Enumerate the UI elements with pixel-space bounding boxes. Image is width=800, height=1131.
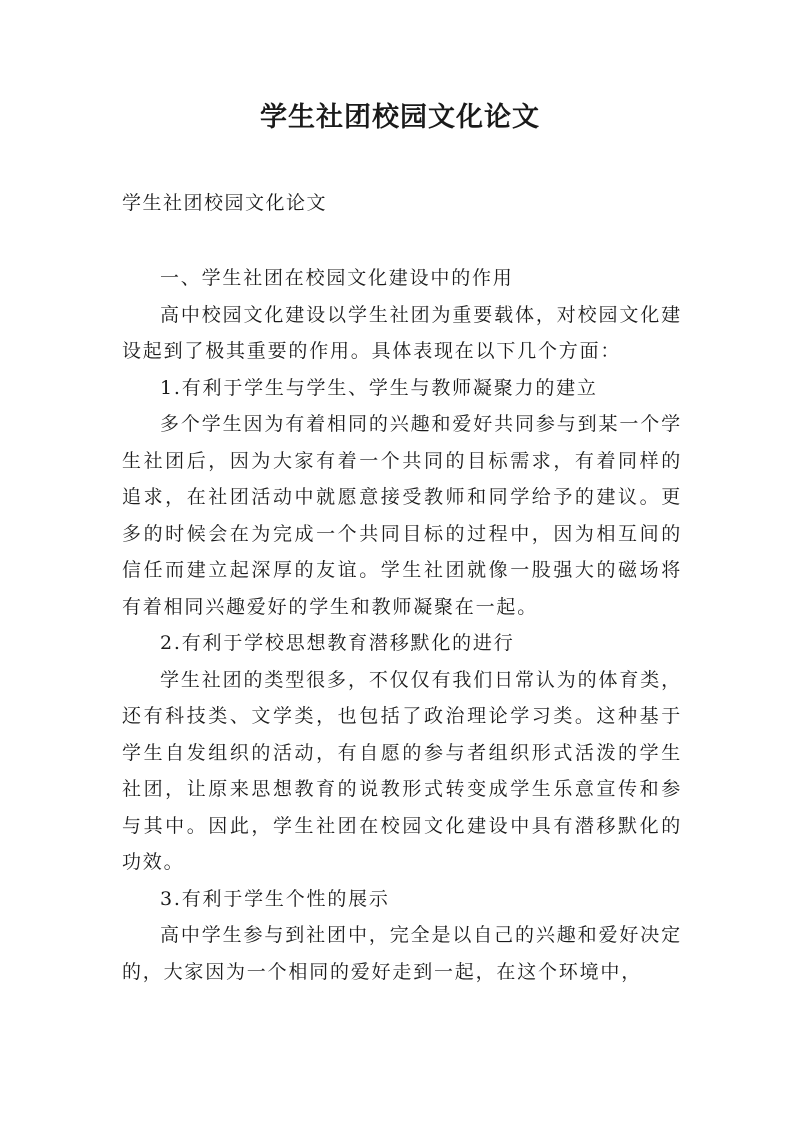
document-body	[122, 260, 682, 990]
document-title: 学生社团校园文化论文	[260, 102, 540, 133]
point-2-paragraph: 学生社团的类型很多，不仅仅有我们日常认为的体育类，还有科技类、文学类，也包括了政治理论学习类。这种基于学生自发组织的活动，有自愿的参与者组织形式活泼的学生社团，让原来思想教育的说教形式转变成学生乐意宣传和参与其中。因此，学生社团在校园文化建设中具有潜移默化的功效。	[122, 668, 682, 873]
point-3-paragraph: 高中学生参与到社团中，完全是以自己的兴趣和爱好决定的，大家因为一个相同的爱好走到一起，在这个环境中，	[122, 924, 682, 983]
document-subtitle: 学生社团校园文化论文	[122, 192, 328, 214]
intro-paragraph: 高中校园文化建设以学生社团为重要载体，对校园文化建设起到了极其重要的作用。具体表现在以下几个方面：	[122, 303, 682, 362]
point-1-paragraph: 多个学生因为有着相同的兴趣和爱好共同参与到某一个学生社团后，因为大家有着一个共同的目标需求，有着同样的追求，在社团活动中就愿意接受教师和同学给予的建议。更多的时候会在为完成一个共同目标的过程中，因为相互间的信任而建立起深厚的友谊。学生社团就像一股强大的磁场将有着相同兴趣爱好的学生和教师凝聚在一起。	[122, 413, 682, 618]
section-heading: 一、学生社团在校园文化建设中的作用	[160, 267, 514, 289]
point-3-heading: 3.有利于学生个性的展示	[160, 887, 390, 910]
point-1-heading: 1.有利于学生与学生、学生与教师凝聚力的建立	[160, 376, 598, 399]
point-2-heading: 2.有利于学校思想教育潜移默化的进行	[160, 632, 515, 654]
